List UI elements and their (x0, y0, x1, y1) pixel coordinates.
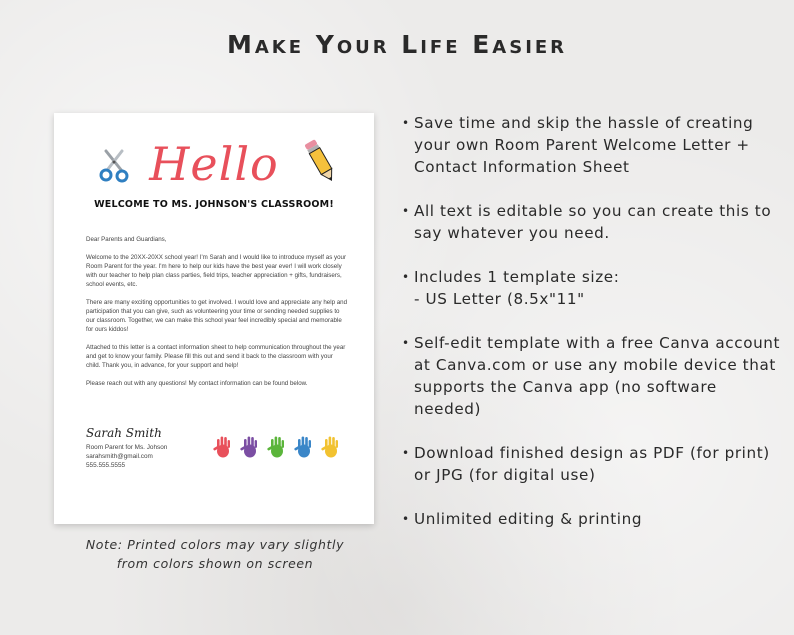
feature-item: • Includes 1 template size: - US Letter (8.5x"11" (400, 266, 785, 310)
feature-item: • Save time and skip the hassle of creating your own Room Parent Welcome Letter + Contact Information Sheet (400, 112, 785, 178)
handprint-icon (293, 435, 315, 459)
handprint-row (212, 435, 342, 459)
handprint-icon (320, 435, 342, 459)
letter-paragraph: Please reach out with any questions! My contact information can be found below. (86, 380, 308, 387)
handprint-icon (266, 435, 288, 459)
letter-greeting: Dear Parents and Guardians, (86, 236, 167, 243)
handprint-icon (239, 435, 261, 459)
letter-body (86, 235, 348, 397)
page-headline: Make Your Life Easier (226, 30, 568, 59)
feature-item: • Unlimited editing & printing (400, 508, 785, 530)
hello-title: Hello (149, 137, 279, 191)
feature-item: • Download finished design as PDF (for print) or JPG (for digital use) (400, 442, 785, 486)
contact-info (86, 443, 167, 471)
feature-list (400, 112, 785, 530)
contact-phone: 555.555.5555 (86, 462, 126, 470)
letter-preview (54, 113, 374, 524)
letter-paragraph: Welcome to the 20XX-20XX school year! I'm Sarah and I would like to introduce myself as your Room Parent for the year. I'm here to help our kids have the best year ever! I will work closely with our teacher to help plan class parties, field trips, teacher appreciation + gifts, fundraisers, school events, etc. (86, 254, 347, 288)
feature-item: • All text is editable so you can create this to say whatever you need. (400, 200, 785, 244)
signature: Sarah Smith (86, 426, 162, 440)
color-note (50, 535, 380, 573)
note-line: Note: Printed colors may vary slightly (85, 537, 345, 552)
letter-paragraph: Attached to this letter is a contact information sheet to help communication throughout the year and get to know your family. Please fill this out and send it back to the classroom with your child. Thank you, in advance, for your support and help! (86, 344, 346, 369)
note-line: from colors shown on screen (116, 556, 314, 571)
letter-paragraph: There are many exciting opportunities to get involved. I would love and appreciate any help and participation that you can give, such as volunteering your time or sending needed supplies to our classroom. Together, we can make this school year feel incredibly special and memorable for ours kiddos! (86, 299, 348, 333)
contact-role: Room Parent for Ms. Johson (86, 444, 168, 451)
contact-email: sarahsmith@gmail.com (86, 453, 153, 461)
feature-item: • Self-edit template with a free Canva account at Canva.com or use any mobile device that supports the Canva app (no software needed) (400, 332, 785, 420)
welcome-heading: WELCOME TO MS. JOHNSON'S CLASSROOM! (94, 199, 334, 210)
handprint-icon (212, 435, 234, 459)
pencil-icon (304, 137, 338, 187)
